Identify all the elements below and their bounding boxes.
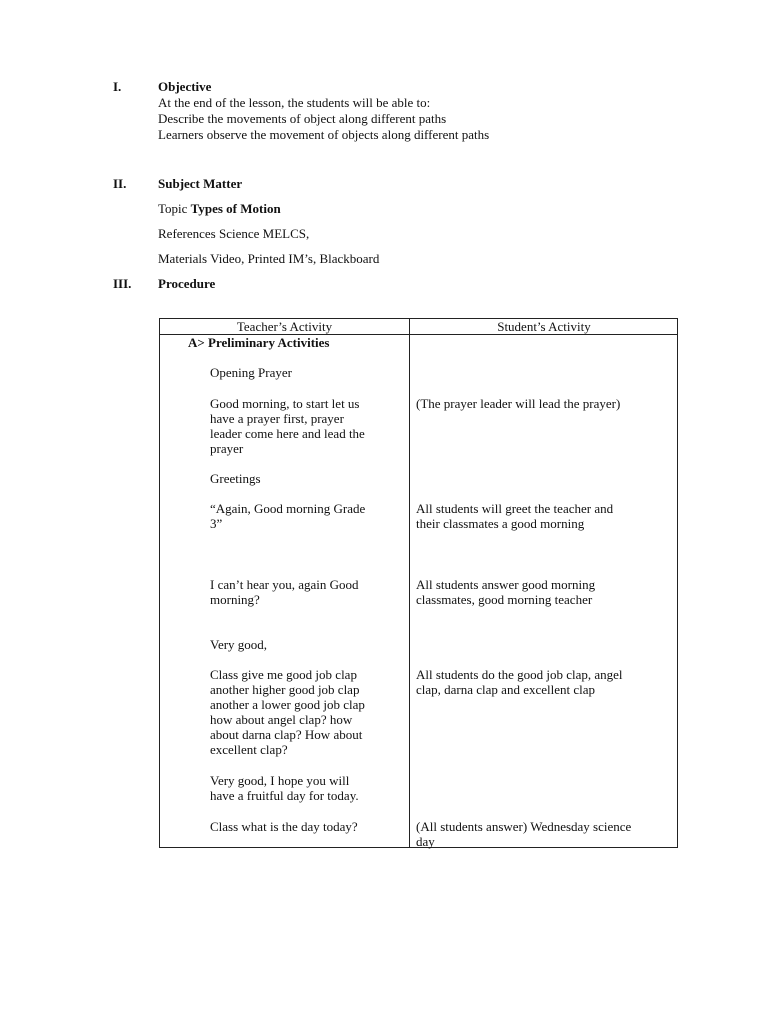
student-activity-header: Student’s Activity xyxy=(497,319,591,334)
teacher-activity-item: Class what is the day today? xyxy=(210,819,358,834)
preliminary-activities-title: A> Preliminary Activities xyxy=(188,335,330,350)
teacher-activity-item: Good morning, to start let us have a prayer first, prayer leader come here and lead the prayer xyxy=(210,396,365,456)
objective-heading: Objective xyxy=(158,79,212,94)
teacher-activity-item: Very good, xyxy=(210,637,268,652)
student-activity-item: All students answer good morning classmates, good morning teacher xyxy=(416,577,596,607)
teacher-activity-item: Opening Prayer xyxy=(210,365,292,380)
teacher-activity-item: Class give me good job clap another higher good job clap another a lower good job clap how about angel clap? how about darna clap? How about excellent clap? xyxy=(210,667,365,757)
procedure-heading: Procedure xyxy=(158,276,216,291)
objective-line: Learners observe the movement of objects along different paths xyxy=(158,127,490,142)
topic-label: Topic xyxy=(158,201,188,216)
subject-matter-heading: Subject Matter xyxy=(158,176,243,191)
teacher-activity-item: I can’t hear you, again Good morning? xyxy=(210,577,359,607)
student-activity-item: All students will greet the teacher and their classmates a good morning xyxy=(416,501,614,531)
materials-line: Materials Video, Printed IM’s, Blackboard xyxy=(158,251,380,266)
references-line: References Science MELCS, xyxy=(158,226,310,241)
objective-line: Describe the movements of object along different paths xyxy=(158,111,447,126)
teacher-activity-item: Greetings xyxy=(210,471,261,486)
objective-line: At the end of the lesson, the students will be able to: xyxy=(158,95,431,110)
section-numeral-1: I. xyxy=(113,79,122,94)
student-activity-item: (The prayer leader will lead the prayer) xyxy=(416,396,621,411)
topic-line xyxy=(158,201,281,216)
student-activity-item: All students do the good job clap, angel clap, darna clap and excellent clap xyxy=(416,667,623,697)
teacher-activity-header: Teacher’s Activity xyxy=(236,319,333,334)
activity-table xyxy=(159,318,678,848)
section-numeral-3: III. xyxy=(113,276,132,291)
teacher-activity-item: “Again, Good morning Grade 3” xyxy=(210,501,366,531)
teacher-activity-item: Very good, I hope you will have a fruitful day for today. xyxy=(210,773,359,803)
table-column-divider xyxy=(409,319,410,847)
student-activity-item: (All students answer) Wednesday science day xyxy=(416,819,632,849)
section-numeral-2: II. xyxy=(113,176,127,191)
topic-value: Types of Motion xyxy=(190,201,281,216)
